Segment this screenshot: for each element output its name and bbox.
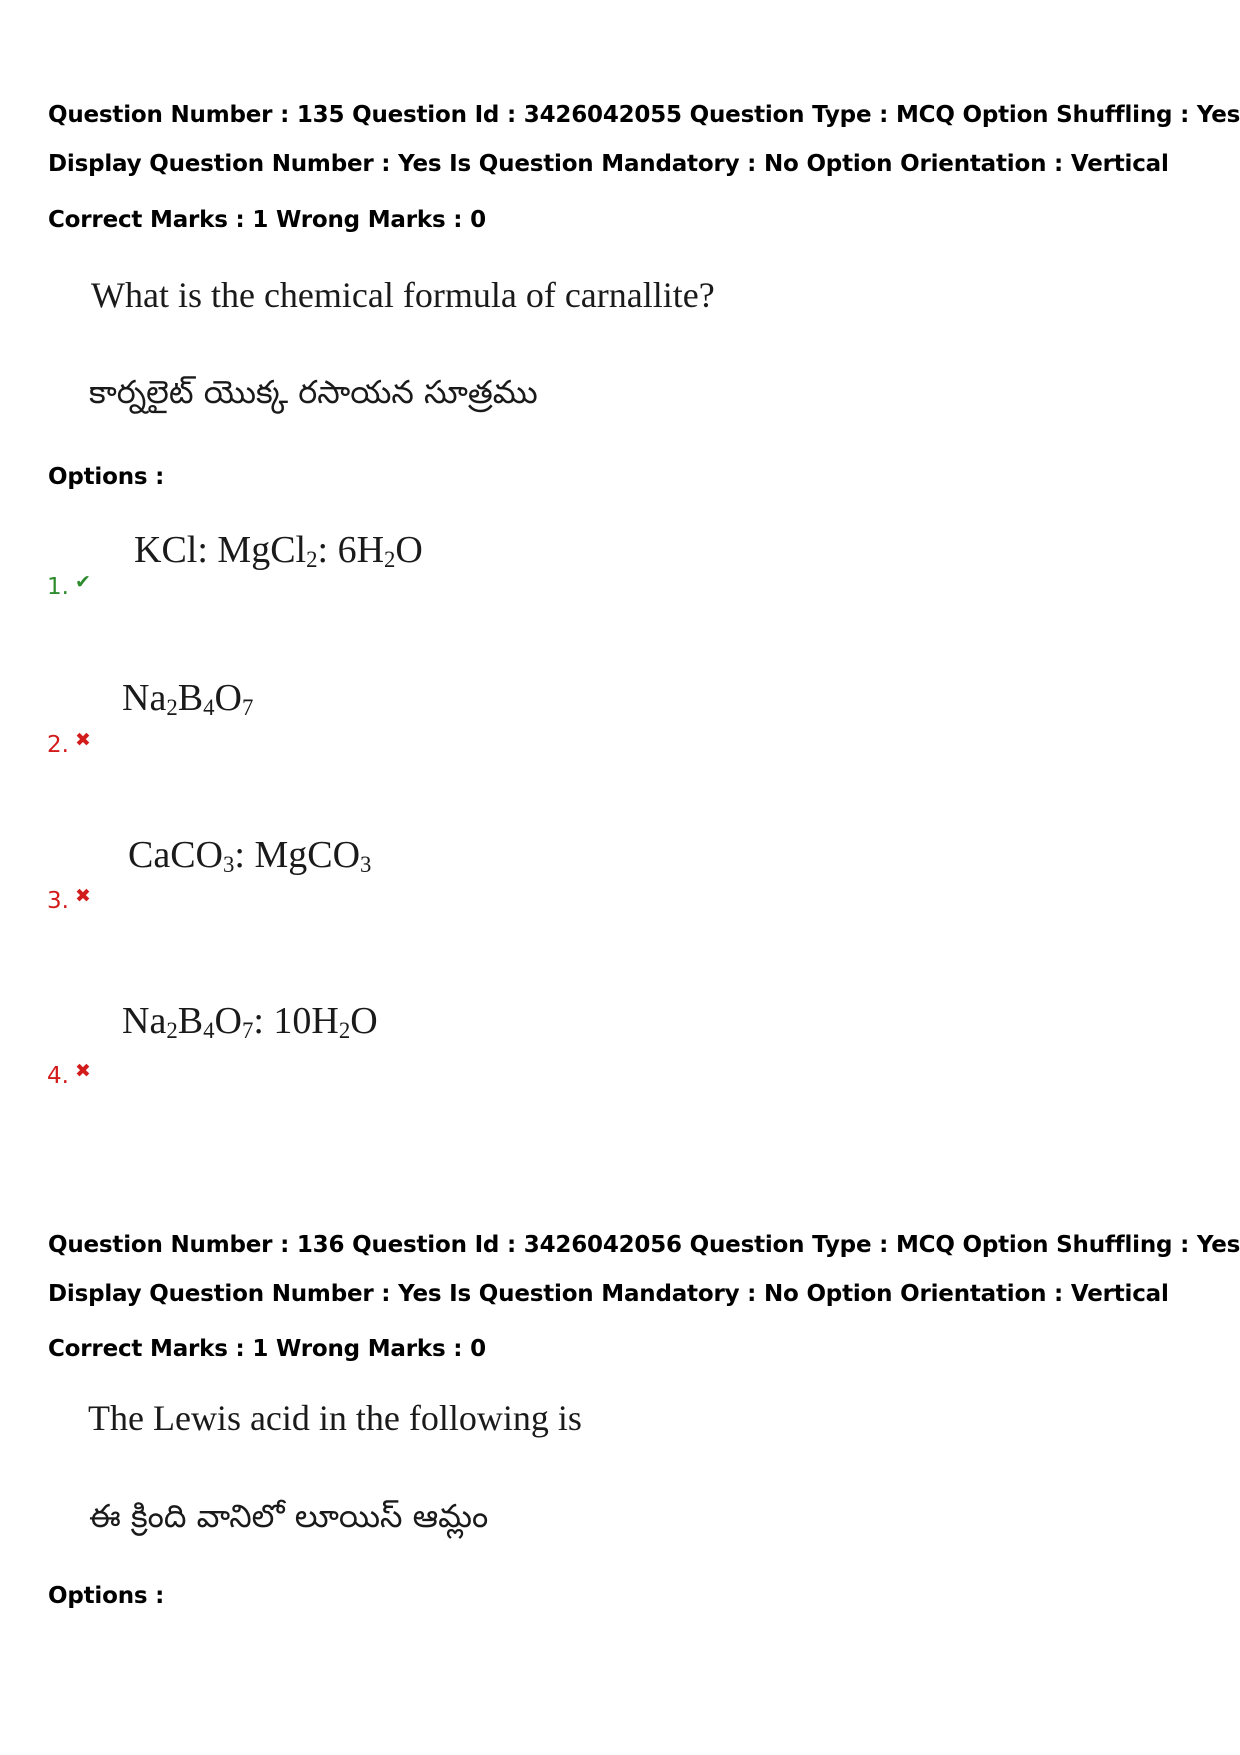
- cross-icon: ✖: [74, 885, 91, 907]
- option-label-1: [47, 571, 91, 600]
- question-text-telugu: కార్నలైట్ యొక్క రసాయన సూత్రము: [89, 373, 538, 411]
- cross-icon: ✖: [74, 729, 91, 751]
- option-formula-1: KCl: MgCl$_2$: $6H_2O$: [134, 529, 423, 573]
- option-formula-4: $Na_2B_4O_7$: $10H_2O$: [122, 1000, 378, 1044]
- cross-icon: ✖: [74, 1060, 91, 1082]
- option-number: 2.: [47, 732, 69, 758]
- question-meta-line1: Question Number : 135 Question Id : 3426042055 Question Type : MCQ Option Shuffling : Yes: [48, 102, 1240, 128]
- check-icon: ✔: [74, 571, 91, 593]
- option-number: 1.: [47, 574, 69, 600]
- option-number: 3.: [47, 888, 69, 914]
- options-heading: Options :: [48, 1583, 165, 1609]
- option-number: 4.: [47, 1063, 69, 1089]
- question-meta-line1: Question Number : 136 Question Id : 3426042056 Question Type : MCQ Option Shuffling : Yes: [48, 1232, 1240, 1258]
- question-meta-marks: Correct Marks : 1 Wrong Marks : 0: [48, 207, 486, 233]
- question-text-english: What is the chemical formula of carnallite?: [91, 275, 715, 315]
- question-text-telugu: ఈ క్రింది వానిలో లూయిస్ ఆమ్లం: [89, 1497, 489, 1535]
- question-meta-line2: Display Question Number : Yes Is Question Mandatory : No Option Orientation : Vertical: [48, 151, 1169, 177]
- question-text-english: The Lewis acid in the following is: [88, 1398, 582, 1438]
- options-heading: Options :: [48, 464, 165, 490]
- option-label-3: [47, 885, 91, 914]
- option-formula-3: CaCO$_3$: MgCO$_3$: [128, 834, 372, 878]
- option-label-2: [47, 729, 91, 758]
- question-meta-line2: Display Question Number : Yes Is Question Mandatory : No Option Orientation : Vertical: [48, 1281, 1169, 1307]
- option-label-4: [47, 1060, 91, 1089]
- question-meta-marks: Correct Marks : 1 Wrong Marks : 0: [48, 1336, 486, 1362]
- option-formula-2: $Na_2B_4O_7$: [122, 677, 254, 721]
